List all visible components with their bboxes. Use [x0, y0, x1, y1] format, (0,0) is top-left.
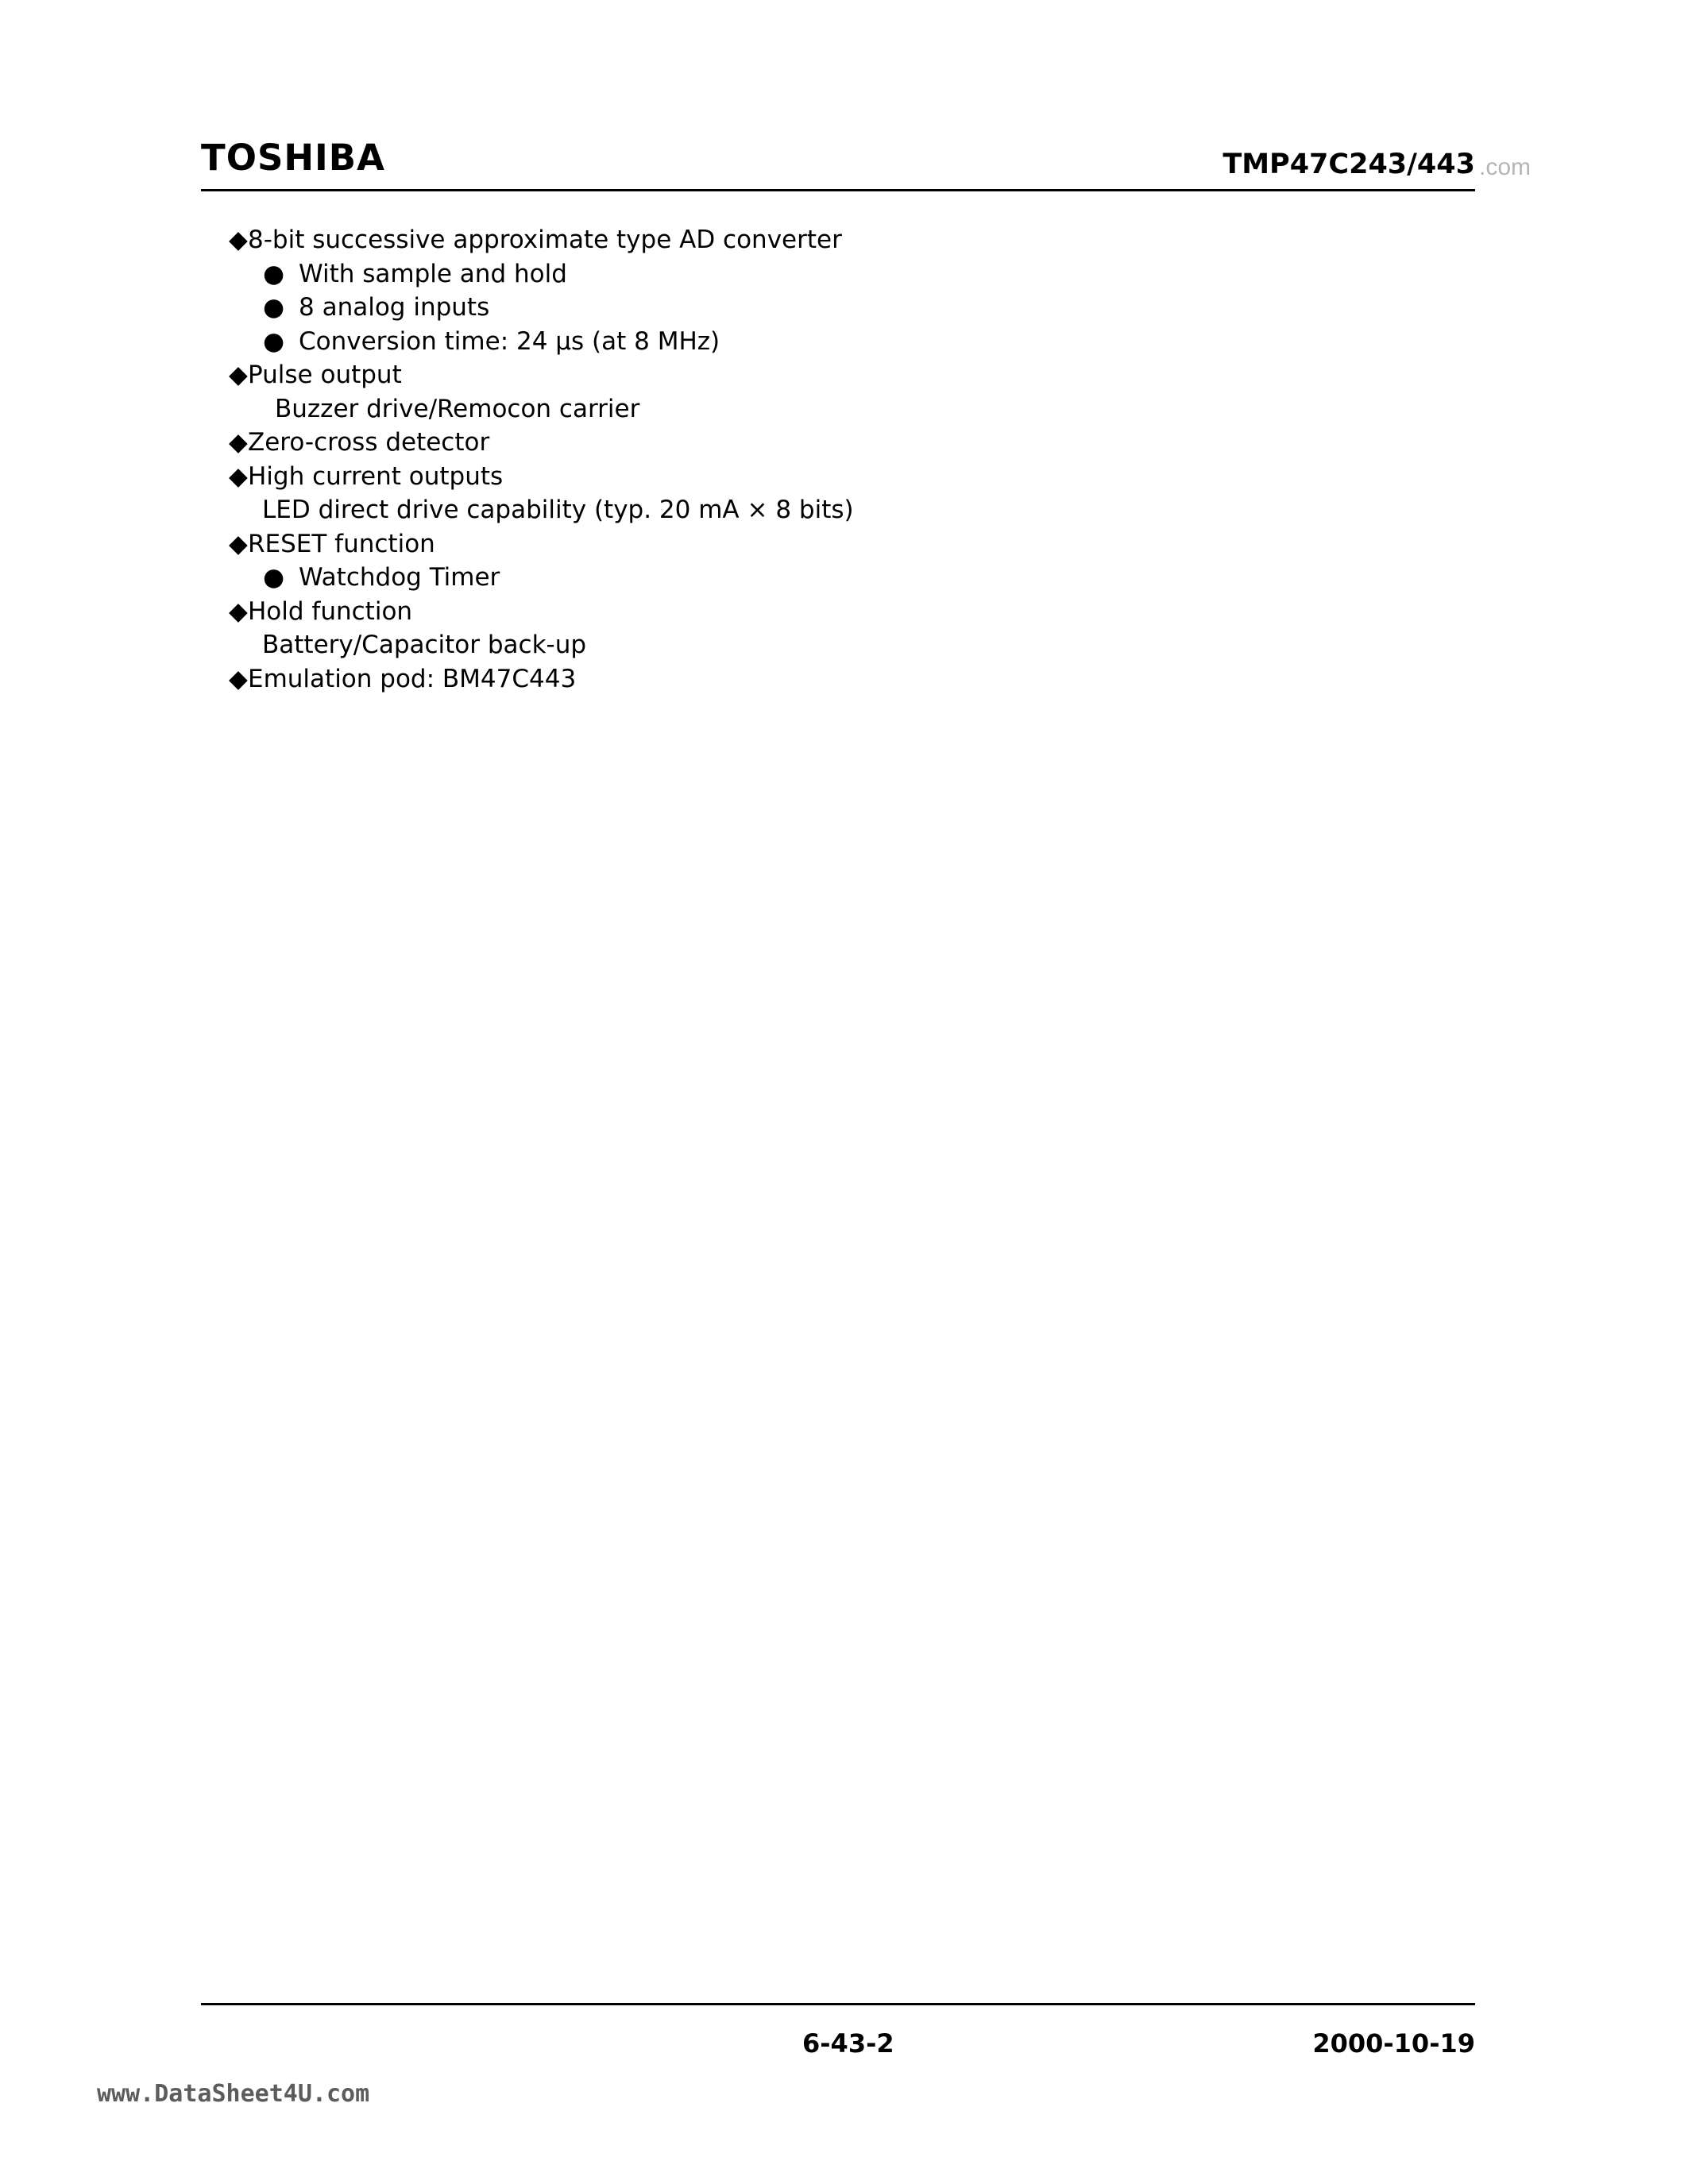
- feature-subitem: [229, 257, 854, 291]
- feature-item-high-current: [229, 460, 854, 494]
- feature-item-hold: [229, 595, 854, 629]
- part-number: TMP47C243/443: [1223, 149, 1475, 180]
- feature-item-zero-cross: [229, 426, 854, 460]
- feature-subtext: Watchdog Timer: [299, 563, 500, 592]
- feature-text: High current outputs: [248, 461, 504, 491]
- diamond-bullet-icon: ◆: [229, 529, 248, 558]
- revision-date: 2000-10-19: [1312, 2028, 1475, 2059]
- feature-text: 8-bit successive approximate type AD converter: [248, 226, 842, 254]
- header-rule: [201, 189, 1475, 191]
- feature-text: Zero-cross detector: [248, 428, 490, 457]
- page-number: 6-43-2: [802, 2028, 894, 2059]
- feature-detail: Battery/Capacitor back-up: [262, 631, 587, 659]
- source-watermark: www.DataSheet4U.com: [97, 2080, 370, 2108]
- feature-text: RESET function: [248, 529, 435, 558]
- brand-logo-toshiba: TOSHIBA: [201, 137, 385, 179]
- feature-detail: Buzzer drive/Remocon carrier: [275, 394, 640, 423]
- dot-bullet-icon: ●: [263, 293, 285, 322]
- feature-item-reset: [229, 527, 854, 561]
- feature-text: Pulse output: [248, 361, 402, 389]
- diamond-bullet-icon: ◆: [229, 361, 248, 389]
- diamond-bullet-icon: ◆: [229, 664, 248, 693]
- feature-subitem: [229, 291, 854, 325]
- feature-subtext: Conversion time: 24 μs (at 8 MHz): [299, 326, 720, 356]
- feature-subtext: With sample and hold: [299, 259, 567, 288]
- dot-bullet-icon: ●: [263, 259, 285, 288]
- watermark-fragment: .com: [1479, 154, 1532, 180]
- feature-list: [229, 223, 854, 696]
- dot-bullet-icon: ●: [263, 563, 285, 592]
- feature-detail: LED direct drive capability (typ. 20 mA × 8 bits): [262, 496, 854, 524]
- dot-bullet-icon: ●: [263, 326, 285, 356]
- diamond-bullet-icon: ◆: [229, 226, 248, 254]
- feature-subitem: [229, 561, 854, 595]
- diamond-bullet-icon: ◆: [229, 596, 248, 626]
- feature-item-pulse-output: [229, 358, 854, 392]
- feature-subitem: [229, 325, 854, 359]
- feature-item-emulation-pod: [229, 662, 854, 696]
- diamond-bullet-icon: ◆: [229, 428, 248, 457]
- footer-rule: [201, 2003, 1475, 2005]
- feature-subtext: 8 analog inputs: [299, 293, 490, 322]
- diamond-bullet-icon: ◆: [229, 461, 248, 491]
- feature-item-ad-converter: [229, 223, 854, 257]
- feature-text: Emulation pod: BM47C443: [248, 664, 577, 693]
- feature-text: Hold function: [248, 596, 413, 626]
